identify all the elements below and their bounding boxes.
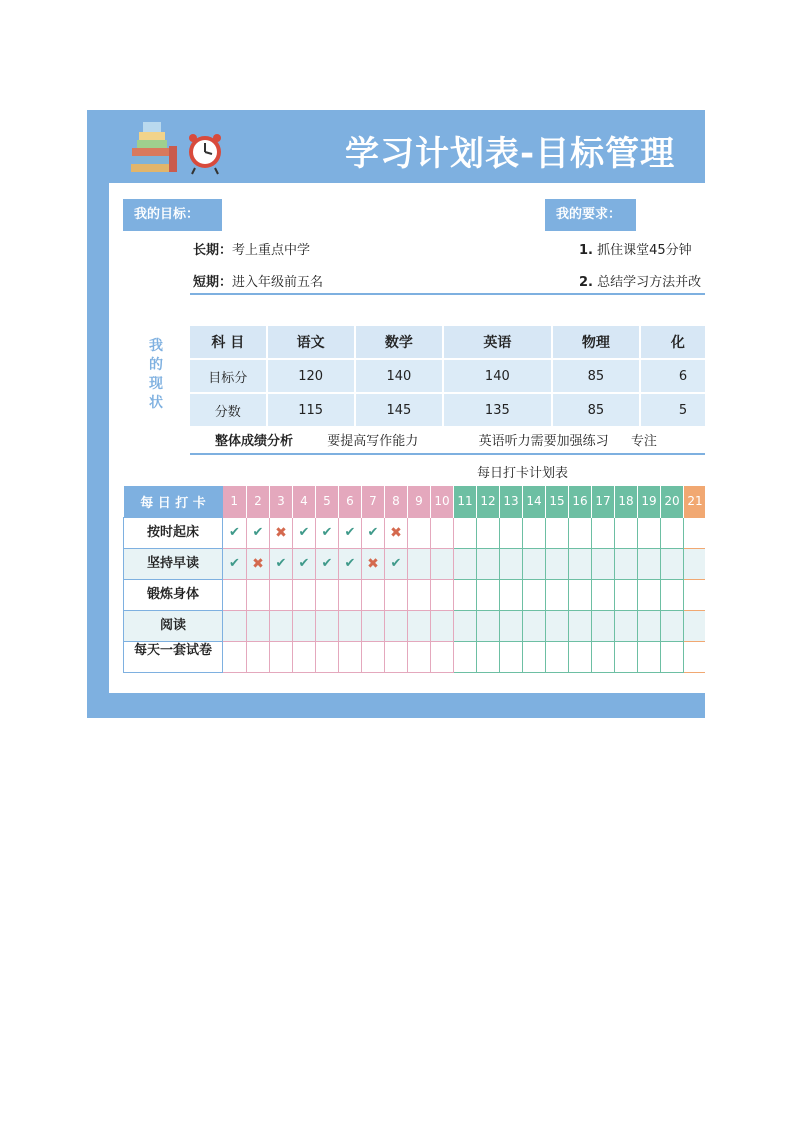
checkin-cell[interactable]	[247, 517, 270, 548]
requirement-1: 1. 抓住课堂45分钟	[579, 243, 692, 258]
checkin-cell[interactable]	[223, 610, 247, 641]
checkin-cell[interactable]	[247, 641, 270, 672]
day-header: 13	[500, 486, 523, 517]
goals-label: 我的目标：	[123, 199, 222, 231]
checkin-cell[interactable]	[546, 517, 569, 548]
checkin-cell[interactable]	[615, 579, 638, 610]
daily-checkin-table	[123, 486, 705, 673]
checkin-cell[interactable]	[339, 641, 362, 672]
checkin-cell[interactable]	[270, 517, 293, 548]
checkin-cell[interactable]	[592, 610, 615, 641]
score-cell: 5	[640, 393, 705, 427]
score-cell: 85	[552, 393, 640, 427]
task-label: 锻炼身体	[124, 579, 223, 610]
checkin-cell[interactable]	[385, 579, 408, 610]
score-cell: 140	[355, 359, 443, 393]
checkin-cell[interactable]	[431, 579, 454, 610]
checkin-cell[interactable]	[316, 641, 339, 672]
checkin-cell[interactable]	[223, 641, 247, 672]
day-header: 4	[293, 486, 316, 517]
requirements-label: 我的要求：	[545, 199, 636, 231]
checkin-cell[interactable]	[523, 641, 546, 672]
analysis-item: 英语听力需要加强练习	[478, 434, 609, 449]
checkin-cell[interactable]	[569, 579, 592, 610]
day-header: 1	[223, 486, 247, 517]
checkin-cell[interactable]	[293, 548, 316, 579]
checkin-cell[interactable]	[684, 548, 706, 579]
status-label: 我 的 现 状	[149, 338, 163, 411]
score-table	[190, 326, 705, 428]
task-label: 坚持早读	[124, 548, 223, 579]
day-header: 20	[661, 486, 684, 517]
checkin-cell[interactable]	[638, 641, 661, 672]
checkin-cell[interactable]	[500, 610, 523, 641]
table-row	[124, 610, 706, 641]
requirement-2: 2. 总结学习方法并改	[579, 275, 702, 290]
checkin-cell[interactable]	[454, 641, 477, 672]
checkin-cell[interactable]	[477, 548, 500, 579]
checkin-cell[interactable]	[546, 610, 569, 641]
day-header: 10	[431, 486, 454, 517]
checkin-cell[interactable]	[223, 517, 247, 548]
day-header: 17	[592, 486, 615, 517]
checkin-cell[interactable]	[408, 548, 431, 579]
check-icon: ✔	[321, 556, 333, 571]
planner-sheet	[87, 110, 705, 718]
checkin-cell[interactable]	[408, 641, 431, 672]
checkin-cell[interactable]	[523, 579, 546, 610]
checkin-cell[interactable]	[270, 610, 293, 641]
checkin-cell[interactable]	[385, 641, 408, 672]
checkin-cell[interactable]	[454, 579, 477, 610]
task-label: 每天一套试卷	[124, 641, 223, 672]
table-row	[190, 393, 705, 427]
table-row	[124, 641, 706, 672]
day-header: 5	[316, 486, 339, 517]
checkin-cell[interactable]	[615, 641, 638, 672]
checkin-cell[interactable]	[569, 548, 592, 579]
checkin-cell[interactable]	[223, 548, 247, 579]
checkin-cell[interactable]	[454, 548, 477, 579]
checkin-cell[interactable]	[615, 517, 638, 548]
daily-header-row	[124, 486, 706, 517]
day-header: 15	[546, 486, 569, 517]
check-icon: ✔	[229, 525, 240, 540]
cross-icon: ✖	[275, 524, 287, 541]
day-header: 12	[477, 486, 500, 517]
checkin-cell[interactable]	[431, 517, 454, 548]
check-icon: ✔	[367, 525, 379, 540]
checkin-cell[interactable]	[247, 579, 270, 610]
check-icon: ✔	[298, 525, 310, 540]
checkin-cell[interactable]	[661, 579, 684, 610]
checkin-cell[interactable]	[362, 548, 385, 579]
checkin-cell[interactable]	[362, 610, 385, 641]
checkin-cell[interactable]	[316, 579, 339, 610]
analysis-item: 要提高写作能力	[327, 434, 419, 449]
header-cell: 科 目	[190, 326, 267, 359]
check-icon: ✔	[344, 525, 356, 540]
checkin-cell[interactable]	[684, 641, 706, 672]
day-header: 14	[523, 486, 546, 517]
checkin-cell[interactable]	[546, 579, 569, 610]
cross-icon: ✖	[367, 555, 379, 572]
check-icon: ✔	[321, 525, 333, 540]
long-term-goal: 长期：考上重点中学	[193, 243, 311, 258]
checkin-cell[interactable]	[592, 517, 615, 548]
score-header-row	[190, 326, 705, 359]
checkin-cell[interactable]	[500, 579, 523, 610]
day-header: 2	[247, 486, 270, 517]
checkin-cell[interactable]	[270, 548, 293, 579]
header-cell: 化	[640, 326, 705, 359]
divider	[190, 453, 705, 455]
daily-header-label: 每 日 打 卡	[124, 486, 223, 517]
header-cell: 英语	[443, 326, 552, 359]
checkin-cell[interactable]	[293, 517, 316, 548]
divider	[190, 293, 705, 295]
checkin-cell[interactable]	[293, 641, 316, 672]
score-cell: 115	[267, 393, 355, 427]
day-header: 7	[362, 486, 385, 517]
checkin-cell[interactable]	[523, 610, 546, 641]
checkin-cell[interactable]	[316, 548, 339, 579]
score-cell: 140	[443, 359, 552, 393]
analysis-label: 整体成绩分析	[215, 434, 294, 449]
checkin-cell[interactable]	[477, 641, 500, 672]
cross-icon: ✖	[390, 524, 402, 541]
day-header: 11	[454, 486, 477, 517]
score-cell: 145	[355, 393, 443, 427]
day-header: 8	[385, 486, 408, 517]
checkin-cell[interactable]	[638, 579, 661, 610]
checkin-cell[interactable]	[316, 517, 339, 548]
day-header: 18	[615, 486, 638, 517]
score-cell: 120	[267, 359, 355, 393]
checkin-cell[interactable]	[684, 579, 706, 610]
table-row	[190, 359, 705, 393]
checkin-cell[interactable]	[431, 548, 454, 579]
check-icon: ✔	[298, 556, 310, 571]
checkin-cell[interactable]	[661, 517, 684, 548]
checkin-cell[interactable]	[592, 579, 615, 610]
checkin-cell[interactable]	[500, 641, 523, 672]
checkin-cell[interactable]	[385, 610, 408, 641]
checkin-cell[interactable]	[523, 517, 546, 548]
cross-icon: ✖	[252, 555, 264, 572]
check-icon: ✔	[252, 525, 264, 540]
day-header: 16	[569, 486, 592, 517]
score-cell: 85	[552, 359, 640, 393]
checkin-cell[interactable]	[270, 641, 293, 672]
day-header: 6	[339, 486, 362, 517]
checkin-cell[interactable]	[362, 517, 385, 548]
day-header: 21	[684, 486, 706, 517]
header-cell: 物理	[552, 326, 640, 359]
checkin-cell[interactable]	[592, 548, 615, 579]
check-icon: ✔	[390, 556, 402, 571]
page-title: 学习计划表-目标管理	[345, 134, 676, 174]
checkin-cell[interactable]	[454, 610, 477, 641]
checkin-cell[interactable]	[477, 610, 500, 641]
checkin-cell[interactable]	[408, 579, 431, 610]
checkin-cell[interactable]	[477, 517, 500, 548]
table-row	[124, 548, 706, 579]
checkin-cell[interactable]	[684, 517, 706, 548]
checkin-cell[interactable]	[293, 610, 316, 641]
task-label: 按时起床	[124, 517, 223, 548]
checkin-cell[interactable]	[270, 579, 293, 610]
checkin-cell[interactable]	[385, 517, 408, 548]
checkin-cell[interactable]	[477, 579, 500, 610]
content-area	[109, 183, 705, 693]
checkin-cell[interactable]	[661, 641, 684, 672]
checkin-cell[interactable]	[223, 579, 247, 610]
checkin-cell[interactable]	[615, 610, 638, 641]
checkin-cell[interactable]	[339, 610, 362, 641]
checkin-cell[interactable]	[615, 548, 638, 579]
daily-title: 每日打卡计划表	[477, 466, 569, 481]
day-header: 19	[638, 486, 661, 517]
checkin-cell[interactable]	[431, 610, 454, 641]
checkin-cell[interactable]	[684, 610, 706, 641]
checkin-cell[interactable]	[293, 579, 316, 610]
checkin-cell[interactable]	[454, 517, 477, 548]
row-label: 目标分	[190, 359, 267, 393]
checkin-cell[interactable]	[592, 641, 615, 672]
checkin-cell[interactable]	[638, 517, 661, 548]
checkin-cell[interactable]	[362, 641, 385, 672]
checkin-cell[interactable]	[638, 610, 661, 641]
task-label: 阅读	[124, 610, 223, 641]
checkin-cell[interactable]	[247, 610, 270, 641]
table-row	[124, 517, 706, 548]
check-icon: ✔	[275, 556, 287, 571]
table-row	[124, 579, 706, 610]
checkin-cell[interactable]	[431, 641, 454, 672]
checkin-cell[interactable]	[316, 610, 339, 641]
analysis-row	[215, 430, 657, 449]
checkin-cell[interactable]	[362, 579, 385, 610]
books-and-clock-icon	[127, 116, 227, 178]
checkin-cell[interactable]	[638, 548, 661, 579]
checkin-cell[interactable]	[661, 610, 684, 641]
check-icon: ✔	[344, 556, 356, 571]
checkin-cell[interactable]	[569, 641, 592, 672]
analysis-item: 专注	[630, 434, 657, 449]
checkin-cell[interactable]	[500, 517, 523, 548]
checkin-cell[interactable]	[339, 548, 362, 579]
checkin-cell[interactable]	[523, 548, 546, 579]
checkin-cell[interactable]	[339, 517, 362, 548]
score-cell: 135	[443, 393, 552, 427]
checkin-cell[interactable]	[569, 610, 592, 641]
checkin-cell[interactable]	[546, 548, 569, 579]
checkin-cell[interactable]	[247, 548, 270, 579]
row-label: 分数	[190, 393, 267, 427]
check-icon: ✔	[229, 556, 240, 571]
checkin-cell[interactable]	[661, 548, 684, 579]
checkin-cell[interactable]	[546, 641, 569, 672]
day-header: 3	[270, 486, 293, 517]
checkin-cell[interactable]	[408, 517, 431, 548]
score-cell: 6	[640, 359, 705, 393]
checkin-cell[interactable]	[339, 579, 362, 610]
short-term-goal: 短期：进入年级前五名	[193, 275, 324, 290]
header-cell: 数学	[355, 326, 443, 359]
checkin-cell[interactable]	[385, 548, 408, 579]
checkin-cell[interactable]	[500, 548, 523, 579]
day-header: 9	[408, 486, 431, 517]
checkin-cell[interactable]	[408, 610, 431, 641]
checkin-cell[interactable]	[569, 517, 592, 548]
header-cell: 语文	[267, 326, 355, 359]
